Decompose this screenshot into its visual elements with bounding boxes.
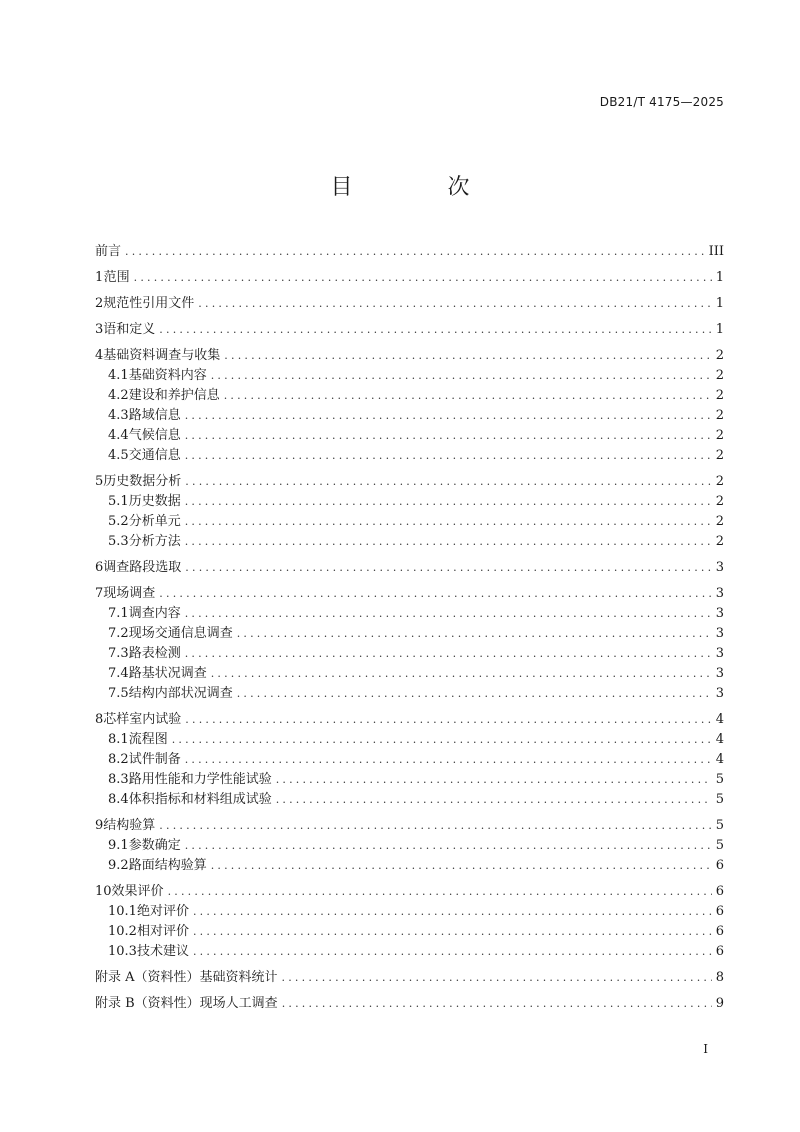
toc-dot-leader bbox=[237, 684, 712, 704]
toc-dot-leader bbox=[224, 386, 712, 406]
toc-entry-page: 6 bbox=[715, 858, 724, 873]
toc-entry[interactable] bbox=[95, 268, 724, 288]
toc-entry-label: 现场调查 bbox=[103, 586, 156, 601]
toc-entry-page: 1 bbox=[715, 296, 724, 311]
toc-entry[interactable] bbox=[95, 770, 724, 790]
toc-dot-leader bbox=[185, 492, 712, 512]
toc-dot-leader bbox=[159, 320, 711, 340]
toc-entry[interactable] bbox=[95, 836, 724, 856]
toc-entry-page: 3 bbox=[715, 666, 724, 681]
toc-entry[interactable] bbox=[95, 790, 724, 810]
toc-entry-number: 8.1 bbox=[108, 732, 129, 747]
toc-dot-leader bbox=[193, 922, 712, 942]
toc-dot-leader bbox=[185, 532, 712, 552]
toc-entry-number: 2 bbox=[95, 296, 104, 311]
toc-entry-label: 前言 bbox=[95, 244, 122, 259]
toc-entry[interactable] bbox=[95, 968, 724, 988]
toc-entry-label: 结构验算 bbox=[103, 818, 156, 833]
toc-entry-page: 3 bbox=[715, 626, 724, 641]
toc-entry-page: 1 bbox=[715, 322, 724, 337]
toc-entry-number: 4 bbox=[95, 348, 104, 363]
toc-entry-label: 流程图 bbox=[128, 732, 168, 747]
toc-dot-leader bbox=[211, 856, 712, 876]
toc-entry-label: 体积指标和材料组成试验 bbox=[128, 792, 272, 807]
toc-entry[interactable] bbox=[95, 730, 724, 750]
toc-entry-number: 7.3 bbox=[108, 646, 129, 661]
toc-dot-leader bbox=[198, 294, 711, 314]
toc-entry-label: 结构内部状况调查 bbox=[128, 686, 233, 701]
toc-entry-label: 基础资料调查与收集 bbox=[103, 348, 221, 363]
toc-entry[interactable] bbox=[95, 294, 724, 314]
toc-entry-number: 9 bbox=[95, 818, 104, 833]
toc-entry-page: 2 bbox=[715, 388, 724, 403]
toc-entry-page: 9 bbox=[715, 996, 724, 1011]
toc-entry-page: 6 bbox=[715, 904, 724, 919]
table-of-contents bbox=[95, 242, 724, 1014]
toc-entry-label: 调查内容 bbox=[128, 606, 181, 621]
toc-entry-label: 语和定义 bbox=[103, 322, 156, 337]
toc-entry[interactable] bbox=[95, 750, 724, 770]
toc-entry[interactable] bbox=[95, 624, 724, 644]
toc-entry[interactable] bbox=[95, 942, 724, 962]
toc-entry-page: 2 bbox=[715, 534, 724, 549]
toc-dot-leader bbox=[185, 446, 712, 466]
toc-entry-label: 试件制备 bbox=[128, 752, 181, 767]
toc-entry-number: 8 bbox=[95, 712, 104, 727]
toc-entry-label: 路域信息 bbox=[128, 408, 181, 423]
toc-entry-page: 2 bbox=[715, 474, 724, 489]
toc-entry[interactable] bbox=[95, 406, 724, 426]
toc-entry-label: 基础资料内容 bbox=[128, 368, 207, 383]
toc-entry-label: 调查路段选取 bbox=[103, 560, 182, 575]
toc-entry-label: 附录 A（资料性）基础资料统计 bbox=[95, 970, 278, 985]
toc-entry[interactable] bbox=[95, 472, 724, 492]
toc-entry-page: 5 bbox=[715, 792, 724, 807]
toc-entry[interactable] bbox=[95, 664, 724, 684]
toc-dot-leader bbox=[185, 644, 712, 664]
toc-entry-number: 10.2 bbox=[108, 924, 137, 939]
toc-entry-label: 路用性能和力学性能试验 bbox=[128, 772, 272, 787]
toc-entry[interactable] bbox=[95, 816, 724, 836]
toc-entry-number: 8.2 bbox=[108, 752, 129, 767]
toc-entry[interactable] bbox=[95, 856, 724, 876]
toc-entry-number: 5.2 bbox=[108, 514, 129, 529]
toc-dot-leader bbox=[237, 624, 712, 644]
toc-entry-number: 7.5 bbox=[108, 686, 129, 701]
toc-dot-leader bbox=[185, 512, 712, 532]
toc-entry-page: 4 bbox=[715, 752, 724, 767]
toc-entry-page: 4 bbox=[715, 732, 724, 747]
toc-dot-leader bbox=[185, 472, 711, 492]
toc-entry-label: 效果评价 bbox=[111, 884, 164, 899]
toc-entry[interactable] bbox=[95, 644, 724, 664]
toc-entry-page: III bbox=[708, 244, 724, 259]
toc-entry[interactable] bbox=[95, 994, 724, 1014]
toc-dot-leader bbox=[185, 406, 712, 426]
toc-dot-leader bbox=[185, 710, 711, 730]
toc-entry[interactable] bbox=[95, 684, 724, 704]
toc-entry-label: 建设和养护信息 bbox=[128, 388, 220, 403]
toc-entry-page: 1 bbox=[715, 270, 724, 285]
toc-entry[interactable] bbox=[95, 386, 724, 406]
toc-entry[interactable] bbox=[95, 366, 724, 386]
toc-entry-page: 6 bbox=[715, 924, 724, 939]
toc-entry-number: 4.1 bbox=[108, 368, 129, 383]
toc-dot-leader bbox=[185, 836, 712, 856]
toc-entry-number: 4.4 bbox=[108, 428, 129, 443]
toc-entry-page: 3 bbox=[715, 646, 724, 661]
toc-entry-label: 历史数据 bbox=[128, 494, 181, 509]
toc-dot-leader bbox=[185, 558, 711, 578]
toc-entry[interactable] bbox=[95, 902, 724, 922]
toc-entry[interactable] bbox=[95, 492, 724, 512]
toc-entry-label: 参数确定 bbox=[128, 838, 181, 853]
toc-entry-label: 气候信息 bbox=[128, 428, 181, 443]
toc-dot-leader bbox=[193, 942, 712, 962]
toc-entry-page: 3 bbox=[715, 686, 724, 701]
toc-entry-number: 4.2 bbox=[108, 388, 129, 403]
toc-entry-number: 4.5 bbox=[108, 448, 129, 463]
toc-entry-page: 2 bbox=[715, 428, 724, 443]
toc-entry-label: 附录 B（资料性）现场人工调查 bbox=[95, 996, 278, 1011]
toc-entry[interactable] bbox=[95, 710, 724, 730]
toc-entry-number: 7 bbox=[95, 586, 104, 601]
toc-entry-page: 2 bbox=[715, 408, 724, 423]
toc-entry-label: 现场交通信息调查 bbox=[128, 626, 233, 641]
toc-entry-label: 交通信息 bbox=[128, 448, 181, 463]
toc-entry[interactable] bbox=[95, 922, 724, 942]
toc-dot-leader bbox=[168, 882, 712, 902]
toc-entry-number: 7.2 bbox=[108, 626, 129, 641]
toc-entry-label: 历史数据分析 bbox=[103, 474, 182, 489]
toc-entry-number: 4.3 bbox=[108, 408, 129, 423]
toc-dot-leader bbox=[159, 584, 711, 604]
toc-entry-page: 6 bbox=[715, 884, 724, 899]
toc-entry-page: 5 bbox=[715, 818, 724, 833]
toc-dot-leader bbox=[134, 268, 712, 288]
toc-entry-label: 技术建议 bbox=[136, 944, 189, 959]
toc-dot-leader bbox=[211, 366, 712, 386]
toc-entry-number: 5.1 bbox=[108, 494, 129, 509]
toc-entry-number: 8.4 bbox=[108, 792, 129, 807]
toc-entry-number: 8.3 bbox=[108, 772, 129, 787]
toc-entry[interactable] bbox=[95, 882, 724, 902]
toc-entry-page: 3 bbox=[715, 606, 724, 621]
toc-entry-page: 2 bbox=[715, 448, 724, 463]
toc-entry-label: 范围 bbox=[103, 270, 130, 285]
toc-entry-page: 2 bbox=[715, 514, 724, 529]
toc-entry-label: 路表检测 bbox=[128, 646, 181, 661]
toc-entry-page: 5 bbox=[715, 772, 724, 787]
toc-entry-page: 2 bbox=[715, 494, 724, 509]
toc-entry-page: 2 bbox=[715, 348, 724, 363]
toc-dot-leader bbox=[125, 242, 705, 262]
toc-dot-leader bbox=[185, 604, 712, 624]
toc-entry[interactable] bbox=[95, 446, 724, 466]
toc-dot-leader bbox=[276, 790, 712, 810]
toc-entry-label: 路基状况调查 bbox=[128, 666, 207, 681]
toc-entry-label: 相对评价 bbox=[136, 924, 189, 939]
toc-entry-label: 规范性引用文件 bbox=[103, 296, 195, 311]
toc-entry[interactable] bbox=[95, 346, 724, 366]
toc-entry[interactable] bbox=[95, 320, 724, 340]
toc-entry[interactable] bbox=[95, 604, 724, 624]
toc-dot-leader bbox=[172, 730, 712, 750]
toc-entry-page: 2 bbox=[715, 368, 724, 383]
toc-entry[interactable] bbox=[95, 532, 724, 552]
toc-entry[interactable] bbox=[95, 584, 724, 604]
toc-entry-number: 6 bbox=[95, 560, 104, 575]
toc-entry[interactable] bbox=[95, 512, 724, 532]
toc-entry-page: 3 bbox=[715, 560, 724, 575]
toc-entry-label: 芯样室内试验 bbox=[103, 712, 182, 727]
toc-entry-number: 9.1 bbox=[108, 838, 129, 853]
toc-entry[interactable] bbox=[95, 242, 724, 262]
toc-entry-number: 10 bbox=[95, 884, 112, 899]
toc-dot-leader bbox=[185, 426, 712, 446]
toc-dot-leader bbox=[224, 346, 711, 366]
toc-entry-label: 分析单元 bbox=[128, 514, 181, 529]
toc-entry-label: 绝对评价 bbox=[136, 904, 189, 919]
toc-entry-label: 分析方法 bbox=[128, 534, 181, 549]
toc-entry-page: 3 bbox=[715, 586, 724, 601]
toc-entry-label: 路面结构验算 bbox=[128, 858, 207, 873]
toc-entry-number: 10.3 bbox=[108, 944, 137, 959]
toc-dot-leader bbox=[159, 816, 711, 836]
toc-entry-number: 10.1 bbox=[108, 904, 137, 919]
toc-entry-page: 6 bbox=[715, 944, 724, 959]
toc-dot-leader bbox=[282, 968, 712, 988]
toc-entry-number: 3 bbox=[95, 322, 104, 337]
toc-entry-number: 5 bbox=[95, 474, 104, 489]
toc-title: 目 次 bbox=[330, 175, 514, 200]
toc-entry[interactable] bbox=[95, 558, 724, 578]
page-number: I bbox=[703, 1042, 708, 1056]
toc-entry-number: 1 bbox=[95, 270, 104, 285]
toc-entry-page: 4 bbox=[715, 712, 724, 727]
toc-dot-leader bbox=[276, 770, 712, 790]
toc-dot-leader bbox=[282, 994, 712, 1014]
toc-dot-leader bbox=[211, 664, 712, 684]
toc-dot-leader bbox=[193, 902, 712, 922]
toc-dot-leader bbox=[185, 750, 712, 770]
toc-entry[interactable] bbox=[95, 426, 724, 446]
document-code: DB21/T 4175—2025 bbox=[599, 95, 724, 109]
toc-entry-page: 5 bbox=[715, 838, 724, 853]
toc-entry-number: 5.3 bbox=[108, 534, 129, 549]
toc-entry-number: 9.2 bbox=[108, 858, 129, 873]
toc-entry-number: 7.1 bbox=[108, 606, 129, 621]
toc-entry-page: 8 bbox=[715, 970, 724, 985]
toc-entry-number: 7.4 bbox=[108, 666, 129, 681]
